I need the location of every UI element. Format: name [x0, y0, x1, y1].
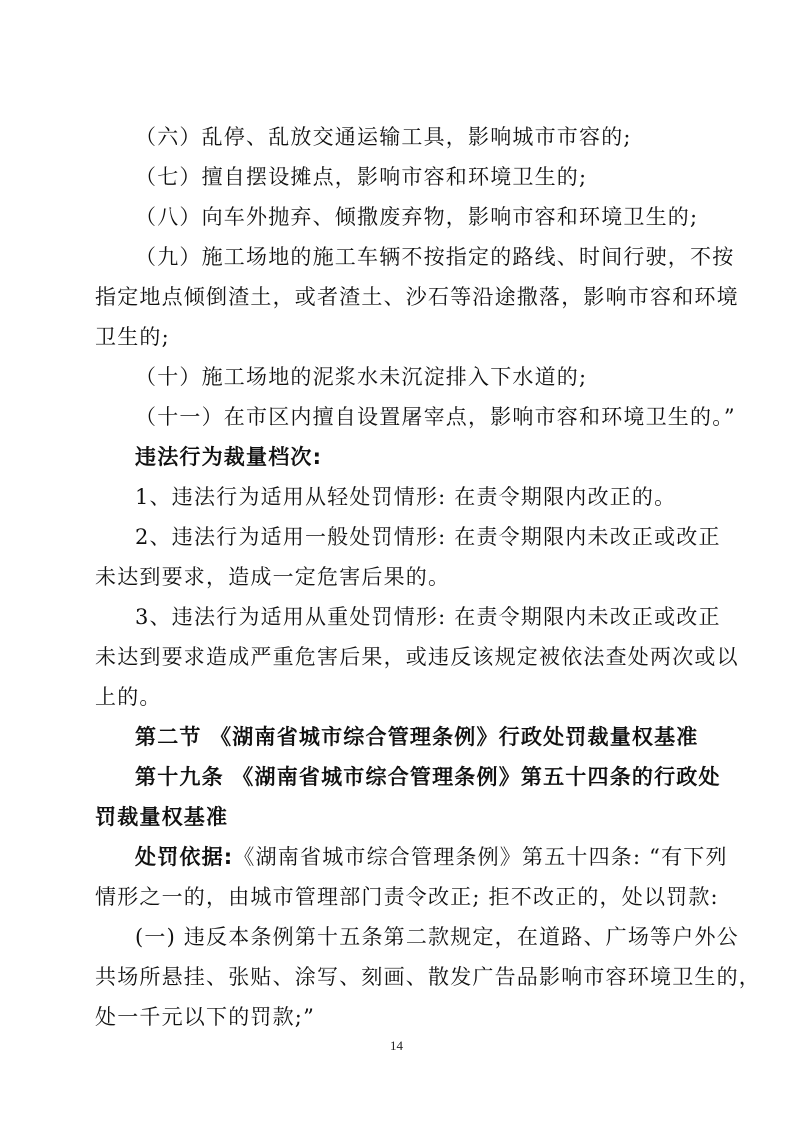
text-line-level-1: 1、违法行为适用从轻处罚情形: 在责令期限内改正的。 — [135, 485, 677, 509]
penalty-basis-line — [135, 842, 755, 872]
text-line-clause-1: (一) 违反本条例第十五条第二款规定，在道路、广场等户外公 — [135, 925, 739, 949]
text-line-item-9-end: 卫生的; — [95, 325, 170, 349]
text-line-level-3: 3、违法行为适用从重处罚情形: 在责令期限内未改正或改正 — [135, 605, 721, 629]
text-line-item-9: （九）施工场地的施工车辆不按指定的路线、时间行驶，不按 — [135, 245, 735, 269]
section-title: 第二节 《湖南省城市综合管理条例》行政处罚裁量权基准 — [135, 725, 699, 749]
text-line-level-3-end: 上的。 — [95, 685, 162, 709]
penalty-basis-text: 《湖南省城市综合管理条例》第五十四条: “有下列 — [233, 845, 728, 869]
article-title-cont: 罚裁量权基准 — [95, 805, 229, 829]
text-line-level-2-cont: 未达到要求，造成一定危害后果的。 — [95, 565, 451, 589]
text-line-clause-1-cont: 共场所悬挂、张贴、涂写、刻画、散发广告品影响市容环境卫生的， — [95, 965, 761, 989]
text-line-item-8: （八）向车外抛弃、倾撒废弃物，影响市容和环境卫生的; — [135, 205, 699, 229]
text-line-item-7: （七）擅自摆设摊点，影响市容和环境卫生的; — [135, 165, 588, 189]
text-line-item-10: （十）施工场地的泥浆水未沉淀排入下水道的; — [135, 365, 588, 389]
text-line-level-3-cont: 未达到要求造成严重危害后果，或违反该规定被依法查处两次或以 — [95, 645, 739, 669]
penalty-basis-label: 处罚依据: — [135, 845, 234, 869]
penalty-basis-cont: 情形之一的，由城市管理部门责令改正; 拒不改正的，处以罚款: — [95, 885, 719, 909]
text-line-item-6: （六）乱停、乱放交通运输工具，影响城市市容的; — [135, 125, 632, 149]
article-title: 第十九条 《湖南省城市综合管理条例》第五十四条的行政处 — [135, 765, 721, 789]
text-line-item-11: （十一）在市区内擅自设置屠宰点，影响市容和环境卫生的。” — [135, 405, 736, 429]
section-heading-penalty-levels: 违法行为裁量档次: — [135, 445, 323, 469]
text-line-clause-1-end: 处一千元以下的罚款;” — [95, 1005, 316, 1029]
text-line-item-9-cont: 指定地点倾倒渣土，或者渣土、沙石等沿途撒落，影响市容和环境 — [95, 285, 739, 309]
page-number: 14 — [390, 1038, 403, 1053]
text-line-level-2: 2、违法行为适用一般处罚情形: 在责令期限内未改正或改正 — [135, 525, 721, 549]
